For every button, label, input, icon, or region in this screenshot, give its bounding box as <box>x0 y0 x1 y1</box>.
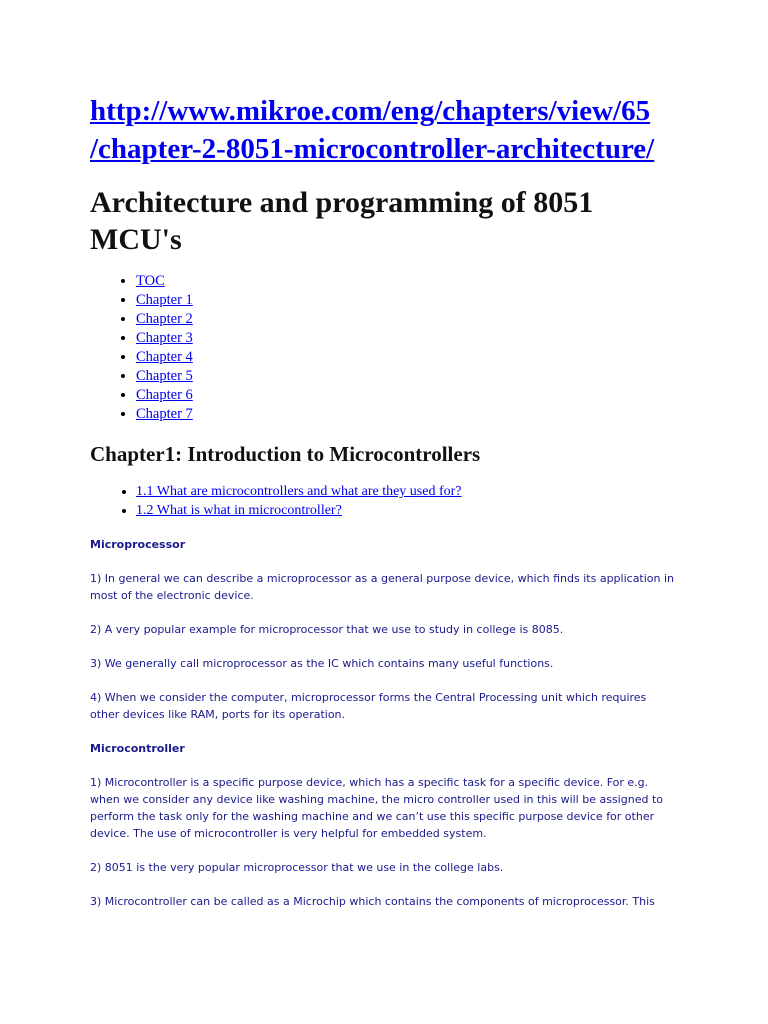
toc-list <box>90 272 690 424</box>
toc-item <box>136 367 690 386</box>
toc-link-chapter-3[interactable]: Chapter 3 <box>136 330 193 346</box>
toc-item <box>136 348 690 367</box>
toc-item <box>136 272 690 291</box>
microprocessor-point-4: 4) When we consider the computer, microprocessor forms the Central Processing unit which requires other devices like RAM, ports for its operation. <box>90 691 647 721</box>
source-url-link[interactable] <box>90 92 690 168</box>
chapter-heading: Chapter1: Introduction to Microcontrollers <box>90 442 481 466</box>
toc-link-chapter-4[interactable]: Chapter 4 <box>136 349 193 365</box>
toc-link-chapter-7[interactable]: Chapter 7 <box>136 406 193 422</box>
source-url-line-1: http://www.mikroe.com/eng/chapters/view/65 <box>90 95 651 127</box>
page-title: Architecture and programming of 8051 MCU's <box>90 186 594 256</box>
section-link-1-1[interactable]: 1.1 What are microcontrollers and what are they used for? <box>136 484 462 499</box>
toc-link-toc[interactable]: TOC <box>136 273 165 289</box>
toc-item <box>136 310 690 329</box>
microprocessor-heading: Microprocessor <box>90 538 186 551</box>
microprocessor-point-3: 3) We generally call microprocessor as the IC which contains many useful functions. <box>90 657 554 670</box>
article-body <box>90 536 675 910</box>
microcontroller-heading: Microcontroller <box>90 742 185 755</box>
chapter-sections-list <box>90 482 690 520</box>
document-page <box>90 92 690 910</box>
microprocessor-point-2: 2) A very popular example for microprocessor that we use to study in college is 8085. <box>90 623 564 636</box>
microprocessor-point-1: 1) In general we can describe a microprocessor as a general purpose device, which finds its application in most of the electronic device. <box>90 572 675 602</box>
source-url-line-2: /chapter-2-8051-microcontroller-architecture/ <box>90 133 655 165</box>
toc-item <box>136 386 690 405</box>
microcontroller-point-1: 1) Microcontroller is a specific purpose device, which has a specific task for a specific device. For e.g. when we consider any device like washing machine, the micro controller used in this will be assigned to perform the task only for the washing machine and we can’t use this specific purpose device for other device. The use of microcontroller is very helpful for embedded system. <box>90 776 663 840</box>
toc-item <box>136 405 690 424</box>
microcontroller-point-3: 3) Microcontroller can be called as a Microchip which contains the components of microprocessor. This <box>90 895 655 908</box>
toc-link-chapter-2[interactable]: Chapter 2 <box>136 311 193 327</box>
toc-item <box>136 291 690 310</box>
toc-link-chapter-6[interactable]: Chapter 6 <box>136 387 193 403</box>
section-link-1-2[interactable]: 1.2 What is what in microcontroller? <box>136 503 342 518</box>
toc-item <box>136 329 690 348</box>
toc-link-chapter-5[interactable]: Chapter 5 <box>136 368 193 384</box>
chapter-section-item <box>136 501 690 520</box>
microcontroller-point-2: 2) 8051 is the very popular microprocessor that we use in the college labs. <box>90 861 504 874</box>
toc-link-chapter-1[interactable]: Chapter 1 <box>136 292 193 308</box>
chapter-section-item <box>136 482 690 501</box>
